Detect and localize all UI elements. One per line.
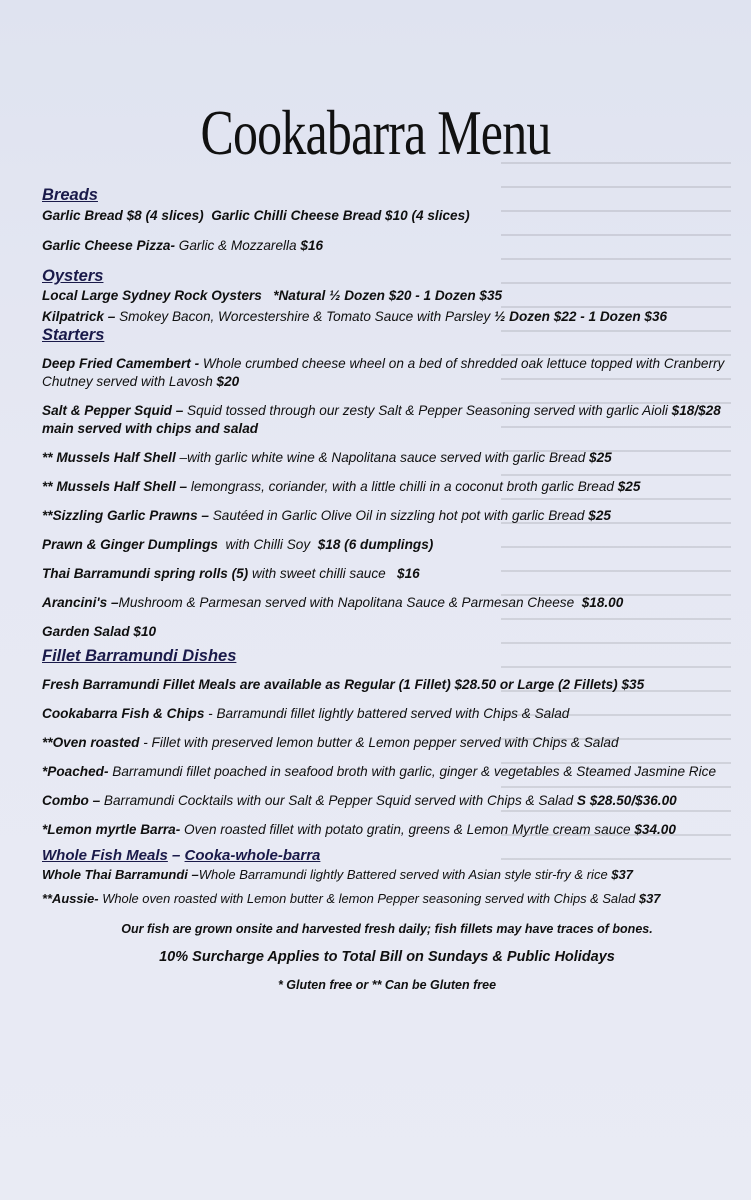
starter-item: [42, 449, 732, 467]
item-price: $18/$28 main served with chips and salad: [42, 403, 725, 436]
item-name: **Aussie-: [42, 891, 99, 906]
item-desc: Squid tossed through our zesty Salt & Pepper Seasoning served with garlic Aioli: [183, 403, 668, 418]
breads-line-2: [42, 237, 732, 255]
item-desc: Whole crumbed cheese wheel on a bed of shredded oak lettuce topped with Cranberry Chutney served with Lavosh: [42, 356, 729, 389]
item-name: Fresh Barramundi Fillet Meals are available as Regular (1 Fillet) $28.50 or Large (2 Fillets) $35: [42, 677, 645, 692]
fillet-item: [42, 734, 732, 752]
item-name: Kilpatrick –: [42, 309, 116, 324]
oysters-line-2: [42, 308, 732, 326]
item-price: $37: [607, 867, 633, 882]
item-name: Deep Fried Camembert -: [42, 356, 200, 371]
starter-item: [42, 623, 732, 641]
breads-line-1: [42, 207, 732, 225]
starter-item: [42, 402, 732, 438]
whole-fish-heading-a: Whole Fish Meals: [42, 847, 168, 864]
item-name: **Sizzling Garlic Prawns –: [42, 508, 209, 523]
starter-item: [42, 536, 732, 554]
item-name: Thai Barramundi spring rolls (5): [42, 566, 249, 581]
whole-line-1: [42, 866, 732, 884]
item-price: ½ Dozen $22 - 1 Dozen $36: [490, 309, 668, 324]
item-desc: with sweet chilli sauce: [248, 566, 386, 581]
item-desc: Barramundi fillet poached in seafood broth with garlic, ginger & vegetables & Steamed Jasmine Rice: [108, 764, 717, 779]
starter-item: [42, 594, 732, 612]
item-desc: Garlic & Mozzarella: [174, 238, 297, 253]
item-name: Local Large Sydney Rock Oysters: [42, 288, 262, 303]
section-heading-starters: Starters: [42, 326, 105, 344]
item-name: Prawn & Ginger Dumplings: [42, 537, 218, 552]
whole-line-2: [42, 890, 732, 908]
fish-note: Our fish are grown onsite and harvested fresh daily; fish fillets may have traces of bones.: [121, 922, 653, 936]
section-heading-fillet: Fillet Barramundi Dishes: [42, 647, 237, 665]
item-desc: lemongrass, coriander, with a little chilli in a coconut broth garlic Bread: [187, 479, 614, 494]
item-name: Cookabarra Fish & Chips: [42, 706, 205, 721]
section-heading-breads: Breads: [42, 186, 98, 204]
item-desc: –with garlic white wine & Napolitana sauce served with garlic Bread: [175, 450, 586, 465]
item-desc: Whole Barramundi lightly Battered served with Asian style stir-fry & rice: [198, 867, 608, 882]
starter-item: [42, 507, 732, 525]
gluten-legend: * Gluten free or ** Can be Gluten free: [277, 978, 497, 992]
item-name: *Lemon myrtle Barra-: [42, 822, 181, 837]
item-name: Arancini's –: [42, 595, 119, 610]
item-price: *Natural ½ Dozen $20 - 1 Dozen $35: [261, 288, 503, 303]
fillet-item: [42, 705, 732, 723]
item-name: Salt & Pepper Squid –: [42, 403, 184, 418]
starter-item: [42, 478, 732, 496]
starters-list: [42, 355, 732, 641]
item-price: $16: [296, 238, 324, 253]
item-price: $37: [635, 891, 661, 906]
item-price: $20: [212, 374, 240, 389]
heading-separator: –: [167, 847, 185, 864]
item-desc: - Barramundi fillet lightly battered served with Chips & Salad: [204, 706, 570, 721]
fillet-list: [42, 676, 732, 839]
item-desc: Whole oven roasted with Lemon butter & lemon Pepper seasoning served with Chips & Salad: [98, 891, 636, 906]
garlic-chilli-cheese-bread: Garlic Chilli Cheese Bread $10 (4 slices): [211, 208, 470, 223]
item-price: S $28.50/$36.00: [573, 793, 677, 808]
page-title: Cookabarra Menu: [200, 97, 551, 168]
item-name: Combo –: [42, 793, 101, 808]
oysters-line-1: [42, 287, 732, 305]
item-desc: Oven roasted fillet with potato gratin, greens & Lemon Myrtle cream sauce: [180, 822, 631, 837]
item-name: Garden Salad $10: [42, 624, 157, 639]
fillet-item: [42, 763, 732, 781]
item-name: ** Mussels Half Shell –: [42, 479, 188, 494]
item-name: **Oven roasted: [42, 735, 140, 750]
item-name: Garlic Cheese Pizza-: [42, 238, 175, 253]
item-name: *Poached-: [42, 764, 109, 779]
garlic-bread: Garlic Bread $8 (4 slices): [42, 208, 204, 223]
item-name: Whole Thai Barramundi –: [42, 867, 199, 882]
fillet-item: [42, 792, 732, 810]
item-desc: - Fillet with preserved lemon butter & Lemon pepper served with Chips & Salad: [139, 735, 619, 750]
item-desc: Mushroom & Parmesan served with Napolitana Sauce & Parmesan Cheese: [118, 595, 575, 610]
fillet-item: [42, 821, 732, 839]
surcharge-note: 10% Surcharge Applies to Total Bill on Sundays & Public Holidays: [159, 949, 615, 965]
starter-item: [42, 355, 732, 391]
item-price: $25: [613, 479, 641, 494]
item-price: $34.00: [630, 822, 676, 837]
item-desc: Barramundi Cocktails with our Salt & Pepper Squid served with Chips & Salad: [100, 793, 574, 808]
item-price: $16: [385, 566, 420, 581]
whole-fish-heading-b: Cooka-whole-barra: [184, 847, 321, 864]
section-heading-whole-fish: [42, 847, 732, 864]
item-price: $18.00: [574, 595, 624, 610]
item-price: $25: [585, 450, 612, 465]
starter-item: [42, 565, 732, 583]
section-heading-oysters: Oysters: [42, 267, 104, 285]
item-desc: with Chilli Soy: [217, 537, 311, 552]
menu-content: [42, 186, 732, 994]
item-price: $18 (6 dumplings): [310, 537, 434, 552]
item-price: $25: [584, 508, 611, 523]
fillet-item: [42, 676, 732, 694]
item-name: ** Mussels Half Shell: [42, 450, 176, 465]
item-desc: Smokey Bacon, Worcestershire & Tomato Sauce with Parsley: [115, 309, 491, 324]
item-desc: Sautéed in Garlic Olive Oil in sizzling hot pot with garlic Bread: [208, 508, 585, 523]
